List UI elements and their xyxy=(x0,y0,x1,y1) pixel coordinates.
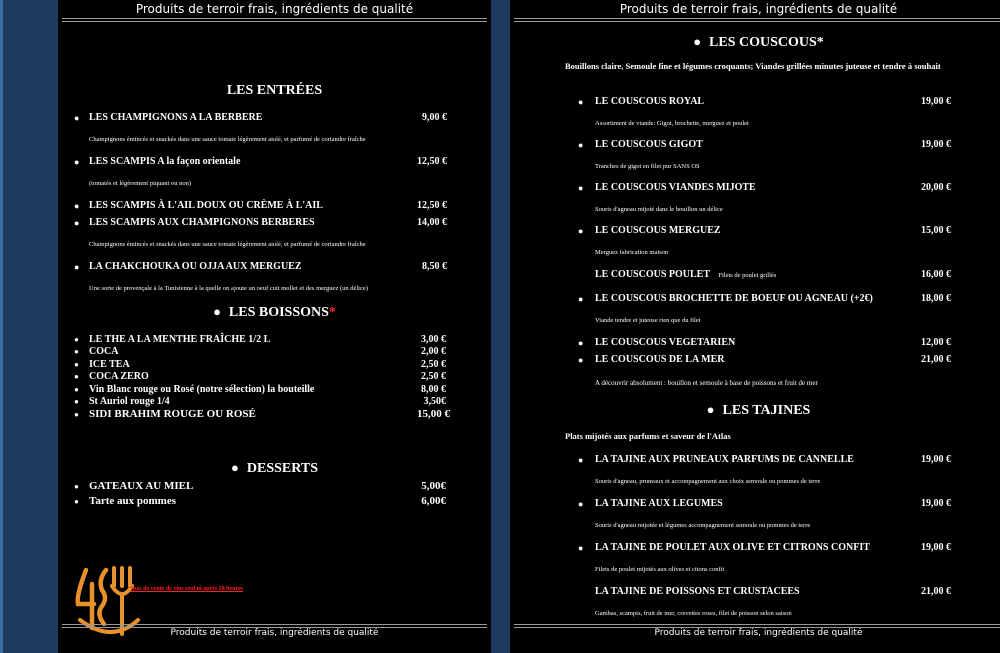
menu-item-price: 19,00 € xyxy=(921,498,951,509)
menu-item-name: LE COUSCOUS MERGUEZ xyxy=(595,225,721,236)
menu-item-desc: (tomatés et légèrement piquant ou non) xyxy=(89,180,191,187)
menu-item-price: 21,00 € xyxy=(921,586,951,597)
menu-item-desc: Merguez fabrication maison xyxy=(595,249,669,256)
bullet: ● xyxy=(578,355,584,365)
bullet: ● xyxy=(74,113,80,123)
page-header: Produits de terroir frais, ingrédients de qualité xyxy=(58,0,491,20)
page-footer: Produits de terroir frais, ingrédients de qualité xyxy=(58,624,491,648)
bullet: ● xyxy=(578,140,584,150)
menu-item-price: 19,00 € xyxy=(921,454,951,465)
section-title-tajines: ● LES TAJINES xyxy=(706,402,811,418)
menu-item-desc: A découvrir absolument : bouillon et semoule à base de poissons et fruit de mer xyxy=(595,379,818,387)
menu-item-name: LA TAJINE AUX LEGUMES xyxy=(595,498,723,509)
menu-item-price: 21,00 € xyxy=(921,354,951,365)
menu-item-name: LES SCAMPIS À L'AIL DOUX OU CRÈME À L'AIL xyxy=(89,200,323,211)
menu-item-price: 12,50 € xyxy=(417,200,447,211)
menu-item-desc: Une sorte de provençale à la Tunisienne à la quelle on ajoute un oeuf cuit mollet et des merguez (un délice) xyxy=(89,285,368,292)
bullet: ● xyxy=(578,543,584,553)
menu-item-name: LE COUSCOUS BROCHETTE DE BOEUF OU AGNEAU (+2€) xyxy=(595,293,873,304)
menu-page-right xyxy=(510,0,1000,653)
menu-item-price: 19,00 € xyxy=(921,542,951,553)
menu-item-desc: Viande tendre et juteuse rien que du filet xyxy=(595,317,701,324)
menu-item-price: 15,00 € xyxy=(921,225,951,236)
bullet: ● xyxy=(578,455,584,465)
menu-item-name: LE COUSCOUS VIANDES MIJOTE xyxy=(595,182,756,193)
menu-item-name: LES SCAMPIS A la façon orientale xyxy=(89,156,241,167)
menu-item-desc: Champignons émincés et snackés dans une sauce tomate légèrement aiolé, et parfumé de coriandre fraîche xyxy=(89,241,366,248)
menu-item-desc: Souris d'agneau mijoté dans le bouillon un délice xyxy=(595,206,723,213)
page-footer: Produits de terroir frais, ingrédients de qualité xyxy=(510,624,1000,648)
menu-item-name: LES CHAMPIGNONS A LA BERBERE xyxy=(89,112,263,123)
menu-item-name: LA TAJINE AUX PRUNEAUX PARFUMS DE CANNELLE xyxy=(595,454,854,465)
menu-item-name: LES SCAMPIS AUX CHAMPIGNONS BERBERES xyxy=(89,217,315,228)
menu-item-name: LE COUSCOUS POULET Filets de poulet grillés xyxy=(595,269,777,280)
menu-item-price: 20,00 € xyxy=(921,182,951,193)
bullet: ● xyxy=(578,499,584,509)
menu-item-desc: Gambas, scampis, fruit de mer, crevettes roses, filet de poisson selon saison xyxy=(595,610,792,617)
bullet: ● xyxy=(74,218,80,228)
menu-item-price: 12,50 € xyxy=(417,156,447,167)
menu-item-name: LE COUSCOUS ROYAL xyxy=(595,96,705,107)
menu-item-price: 16,00 € xyxy=(921,269,951,280)
window-frame-left xyxy=(0,0,3,653)
section-title-entrees: LES ENTRÉES xyxy=(226,83,323,98)
menu-item-desc: Souris d'agneau mijotée et légumes accompagnement semoule ou pommes de terre xyxy=(595,522,811,529)
menu-item-price: 8,50 € xyxy=(422,261,447,272)
section-title-couscous: ● LES COUSCOUS* xyxy=(693,34,824,50)
bullet: ● xyxy=(578,226,584,236)
bullet: ● xyxy=(578,338,584,348)
menu-item-price: 18,00 € xyxy=(921,293,951,304)
section-title-desserts: ● DESSERTS xyxy=(231,460,318,476)
menu-item-price: 19,00 € xyxy=(921,96,951,107)
menu-item-desc: Tranches de gigot en filet pur SANS OS xyxy=(595,163,700,170)
desserts-list: ● GATEAUX AU MIEL 5,00€ ● Tarte aux pommes 6,00€ xyxy=(74,480,446,507)
menu-item-price: 12,00 € xyxy=(921,337,951,348)
wine-note: *pas de vente de vins seul ni après 20 heures xyxy=(130,586,244,592)
section-title-boissons: ● LES BOISSONS* xyxy=(213,304,336,320)
menu-item-name: LE COUSCOUS VEGETARIEN xyxy=(595,337,736,348)
menu-item-name: LE COUSCOUS DE LA MER xyxy=(595,354,725,365)
couscous-intro: Bouillons claire, Semoule fine et légumes croquants; Viandes grillées minutes juteuse et tendre à souhait xyxy=(565,61,941,71)
menu-item-price: 9,00 € xyxy=(422,112,447,123)
bullet: ● xyxy=(74,157,80,167)
menu-item-desc: Filets de poulet mijotés aux olives et citons confit xyxy=(595,566,725,573)
bullet: ● xyxy=(74,262,80,272)
menu-item-desc: Souris d'agneau, pruneaux et accompagnement aux choix semoule ou pommes de terre xyxy=(595,478,821,485)
menu-item-name: LA CHAKCHOUKA OU OJJA AUX MERGUEZ xyxy=(89,261,302,272)
menu-page-left xyxy=(58,0,491,653)
drinks-list: ● LE THE A LA MENTHE FRAÎCHE 1/2 L 3,00 € ● COCA 2,00 € ● ICE TEA 2,50 € ● COCA ZERO 2,50 € ● Vin Blanc rouge ou Rosé (notre sélection) la bouteille 8,00 € ● St Auriol rouge 1/4 3,50€ ● SIDI BRAHIM ROUGE OU ROSÉ 15,00 € xyxy=(74,334,450,421)
tajines-intro: Plats mijotés aux parfums et saveur de l'Atlas xyxy=(565,431,731,441)
menu-item-price: 14,00 € xyxy=(417,217,447,228)
menu-item-desc: Champignons émincés et snackés dans une sauce tomate légèrement aiolé, et parfumé de coriandre fraîche xyxy=(89,136,366,143)
menu-item-name: LA TAJINE DE POISSONS ET CRUSTACEES xyxy=(595,586,800,597)
bullet: ● xyxy=(578,97,584,107)
page-header: Produits de terroir frais, ingrédients de qualité xyxy=(510,0,1000,20)
bullet: ● xyxy=(74,201,80,211)
bullet: ● xyxy=(578,183,584,193)
menu-item-name: LE COUSCOUS GIGOT xyxy=(595,139,703,150)
bullet: ● xyxy=(578,294,584,304)
menu-item-desc: Assortiment de viande: Gigot, brochette, merguez et poulet xyxy=(595,120,749,127)
menu-item-name: LA TAJINE DE POULET AUX OLIVE ET CITRONS CONFIT xyxy=(595,542,870,553)
menu-item-price: 19,00 € xyxy=(921,139,951,150)
